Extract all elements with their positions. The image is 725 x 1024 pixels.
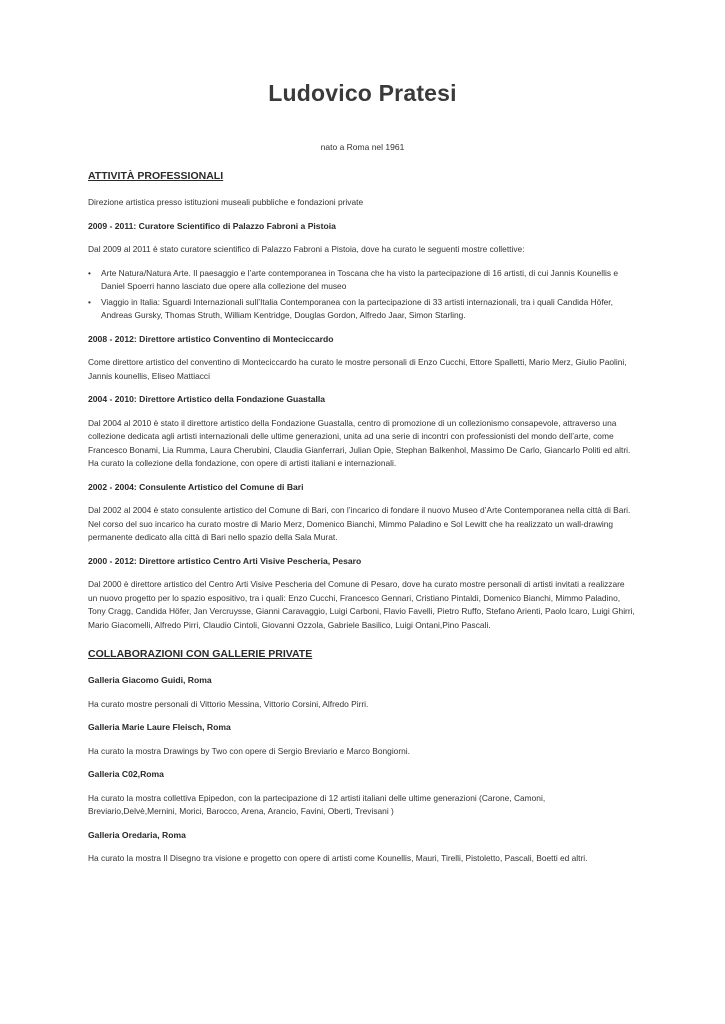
entry-title: 2000 - 2012: Direttore artistico Centro Arti Visive Pescheria, Pesaro xyxy=(88,555,362,566)
entry xyxy=(88,555,636,633)
entry xyxy=(88,829,636,866)
entry-title: Galleria Oredaria, Roma xyxy=(88,829,186,840)
entry-text: Dal 2002 al 2004 è stato consulente artistico del Comune di Bari, con l’incarico di fondare il nuovo Museo d’Arte Contemporanea nella città di Bari. Nel corso del suo incarico ha curato mostre di Mario Merz, Domenico Bianchi, Mimmo Paladino e Sol Lewitt che ha realizzato un wall-drawing permanente dedicato alla città di Bari nello spazio della Sala Murat. xyxy=(88,505,631,542)
list-item xyxy=(88,267,636,294)
document-body xyxy=(88,170,636,876)
entry-text: Come direttore artistico del conventino di Monteciccardo ha curato le mostre personali di Enzo Cucchi, Ettore Spalletti, Mario Merz, Giulio Paolini, Jannis kounellis, Eliseo Mattiacci xyxy=(88,357,627,381)
section-professional xyxy=(88,170,636,632)
entry xyxy=(88,481,636,545)
entry xyxy=(88,768,636,819)
entry-text: Dal 2009 al 2011 è stato curatore scientifico di Palazzo Fabroni a Pistoia, dove ha curato le seguenti mostre collettive: xyxy=(88,244,525,254)
entry-text: Dal 2000 è direttore artistico del Centro Arti Visive Pescheria del Comune di Pesaro, dove ha curato mostre personali di artisti invitati a realizzare un nuovo progetto per lo spazio espositivo, tra i quali: Enzo Cucchi, Francesco Gennari, Cristiano Pintaldi, Domenico Bianchi, Mimmo Paladino, Tony Cragg, Candida Höfer, Jan Vercruysse, Gianni Caravaggio, Luigi Carboni, Flavio Favelli, Pietro Ruffo, Stefano Arienti, Paolo Icaro, Luigi Ghirri, Mario Giacomelli, Alfredo Pirri, Claudio Cintoli, Giovanni Ozzola, Gabriele Basilico, Luigi Ontani,Pino Pascali. xyxy=(88,579,635,630)
entry-title: 2004 - 2010: Direttore Artistico della Fondazione Guastalla xyxy=(88,394,326,404)
entry-title: 2002 - 2004: Consulente Artistico del Comune di Bari xyxy=(88,481,304,492)
entry-text: Ha curato la mostra Drawings by Two con opere di Sergio Breviario e Marco Bongiorni. xyxy=(88,745,410,756)
entry xyxy=(88,674,636,711)
bullet-icon: • xyxy=(88,296,91,307)
entry-title: Galleria C02,Roma xyxy=(88,769,164,779)
subtitle: nato a Roma nel 1961 xyxy=(320,142,405,152)
entry-text: Ha curato la mostra Il Disegno tra visione e progetto con opere di artisti come Kounellis, Mauri, Tirelli, Pistoletto, Pascali, Boetti ed altri. xyxy=(88,853,588,863)
entry-text: Ha curato la mostra collettiva Epipedon, con la partecipazione di 12 artisti italiani delle ultime generazioni (Carone, Camoni, Breviario,Delvè,Mernini, Morici, Barocco, Arena, Arancio, Favini, Oberti, Trevisani ) xyxy=(88,792,546,816)
section-heading: COLLABORAZIONI CON GALLERIE PRIVATE xyxy=(88,648,313,660)
bullet-icon: • xyxy=(88,267,91,278)
section-intro: Direzione artistica presso istituzioni museali pubbliche e fondazioni private xyxy=(88,197,364,207)
entry xyxy=(88,393,636,471)
entry-title: Galleria Giacomo Guidi, Roma xyxy=(88,675,212,685)
bullet-list xyxy=(88,267,636,323)
entry-title: Galleria Marie Laure Fleisch, Roma xyxy=(88,722,231,732)
list-item-text: Arte Natura/Natura Arte. Il paesaggio e l’arte contemporanea in Toscana che ha visto la partecipazione di 16 artisti, di cui Jannis Kounellis e Daniel Spoerri hanno lasciato due opere alla collezione del museo xyxy=(101,267,619,291)
entry xyxy=(88,721,636,758)
section-galleries xyxy=(88,648,636,866)
entry-text: Ha curato mostre personali di Vittorio Messina, Vittorio Corsini, Alfredo Pirri. xyxy=(88,698,369,709)
page-title: Ludovico Pratesi xyxy=(268,80,457,106)
entry-title: 2008 - 2012: Direttore artistico Conventino di Monteciccardo xyxy=(88,333,334,344)
list-item-text: Viaggio in Italia: Sguardi Internazionali sull’Italia Contemporanea con la partecipazione di 33 artisti internazionali, tra i quali Candida Höfer, Andreas Gursky, Thomas Struth, William Kentridge, Douglas Gordon, Alfredo Jaar, Simon Starling. xyxy=(101,296,613,320)
list-item xyxy=(88,296,636,323)
entry-title: 2009 - 2011: Curatore Scientifico di Palazzo Fabroni a Pistoia xyxy=(88,220,336,231)
entry xyxy=(88,333,636,384)
section-heading: ATTIVITÀ PROFESSIONALI xyxy=(88,170,224,182)
entry xyxy=(88,220,636,323)
entry-text: Dal 2004 al 2010 è stato il direttore artistico della Fondazione Guastalla, centro di promozione di un collezionismo consapevole, attraverso una collezione dedicata agli artisti internazionali delle ultime generazioni, unita ad una serie di incontri con professionisti del mondo dell’arte, come Francesco Bonami, Lia Rumma, Laura Cherubini, Claudia Gianferrari, Julian Opie, Stephan Balkenhol, Massimo De Carlo, Giancarlo Politi ed altri. Ha curato la collezione della fondazione, con opere di artisti italiani e internazionali. xyxy=(88,417,631,468)
